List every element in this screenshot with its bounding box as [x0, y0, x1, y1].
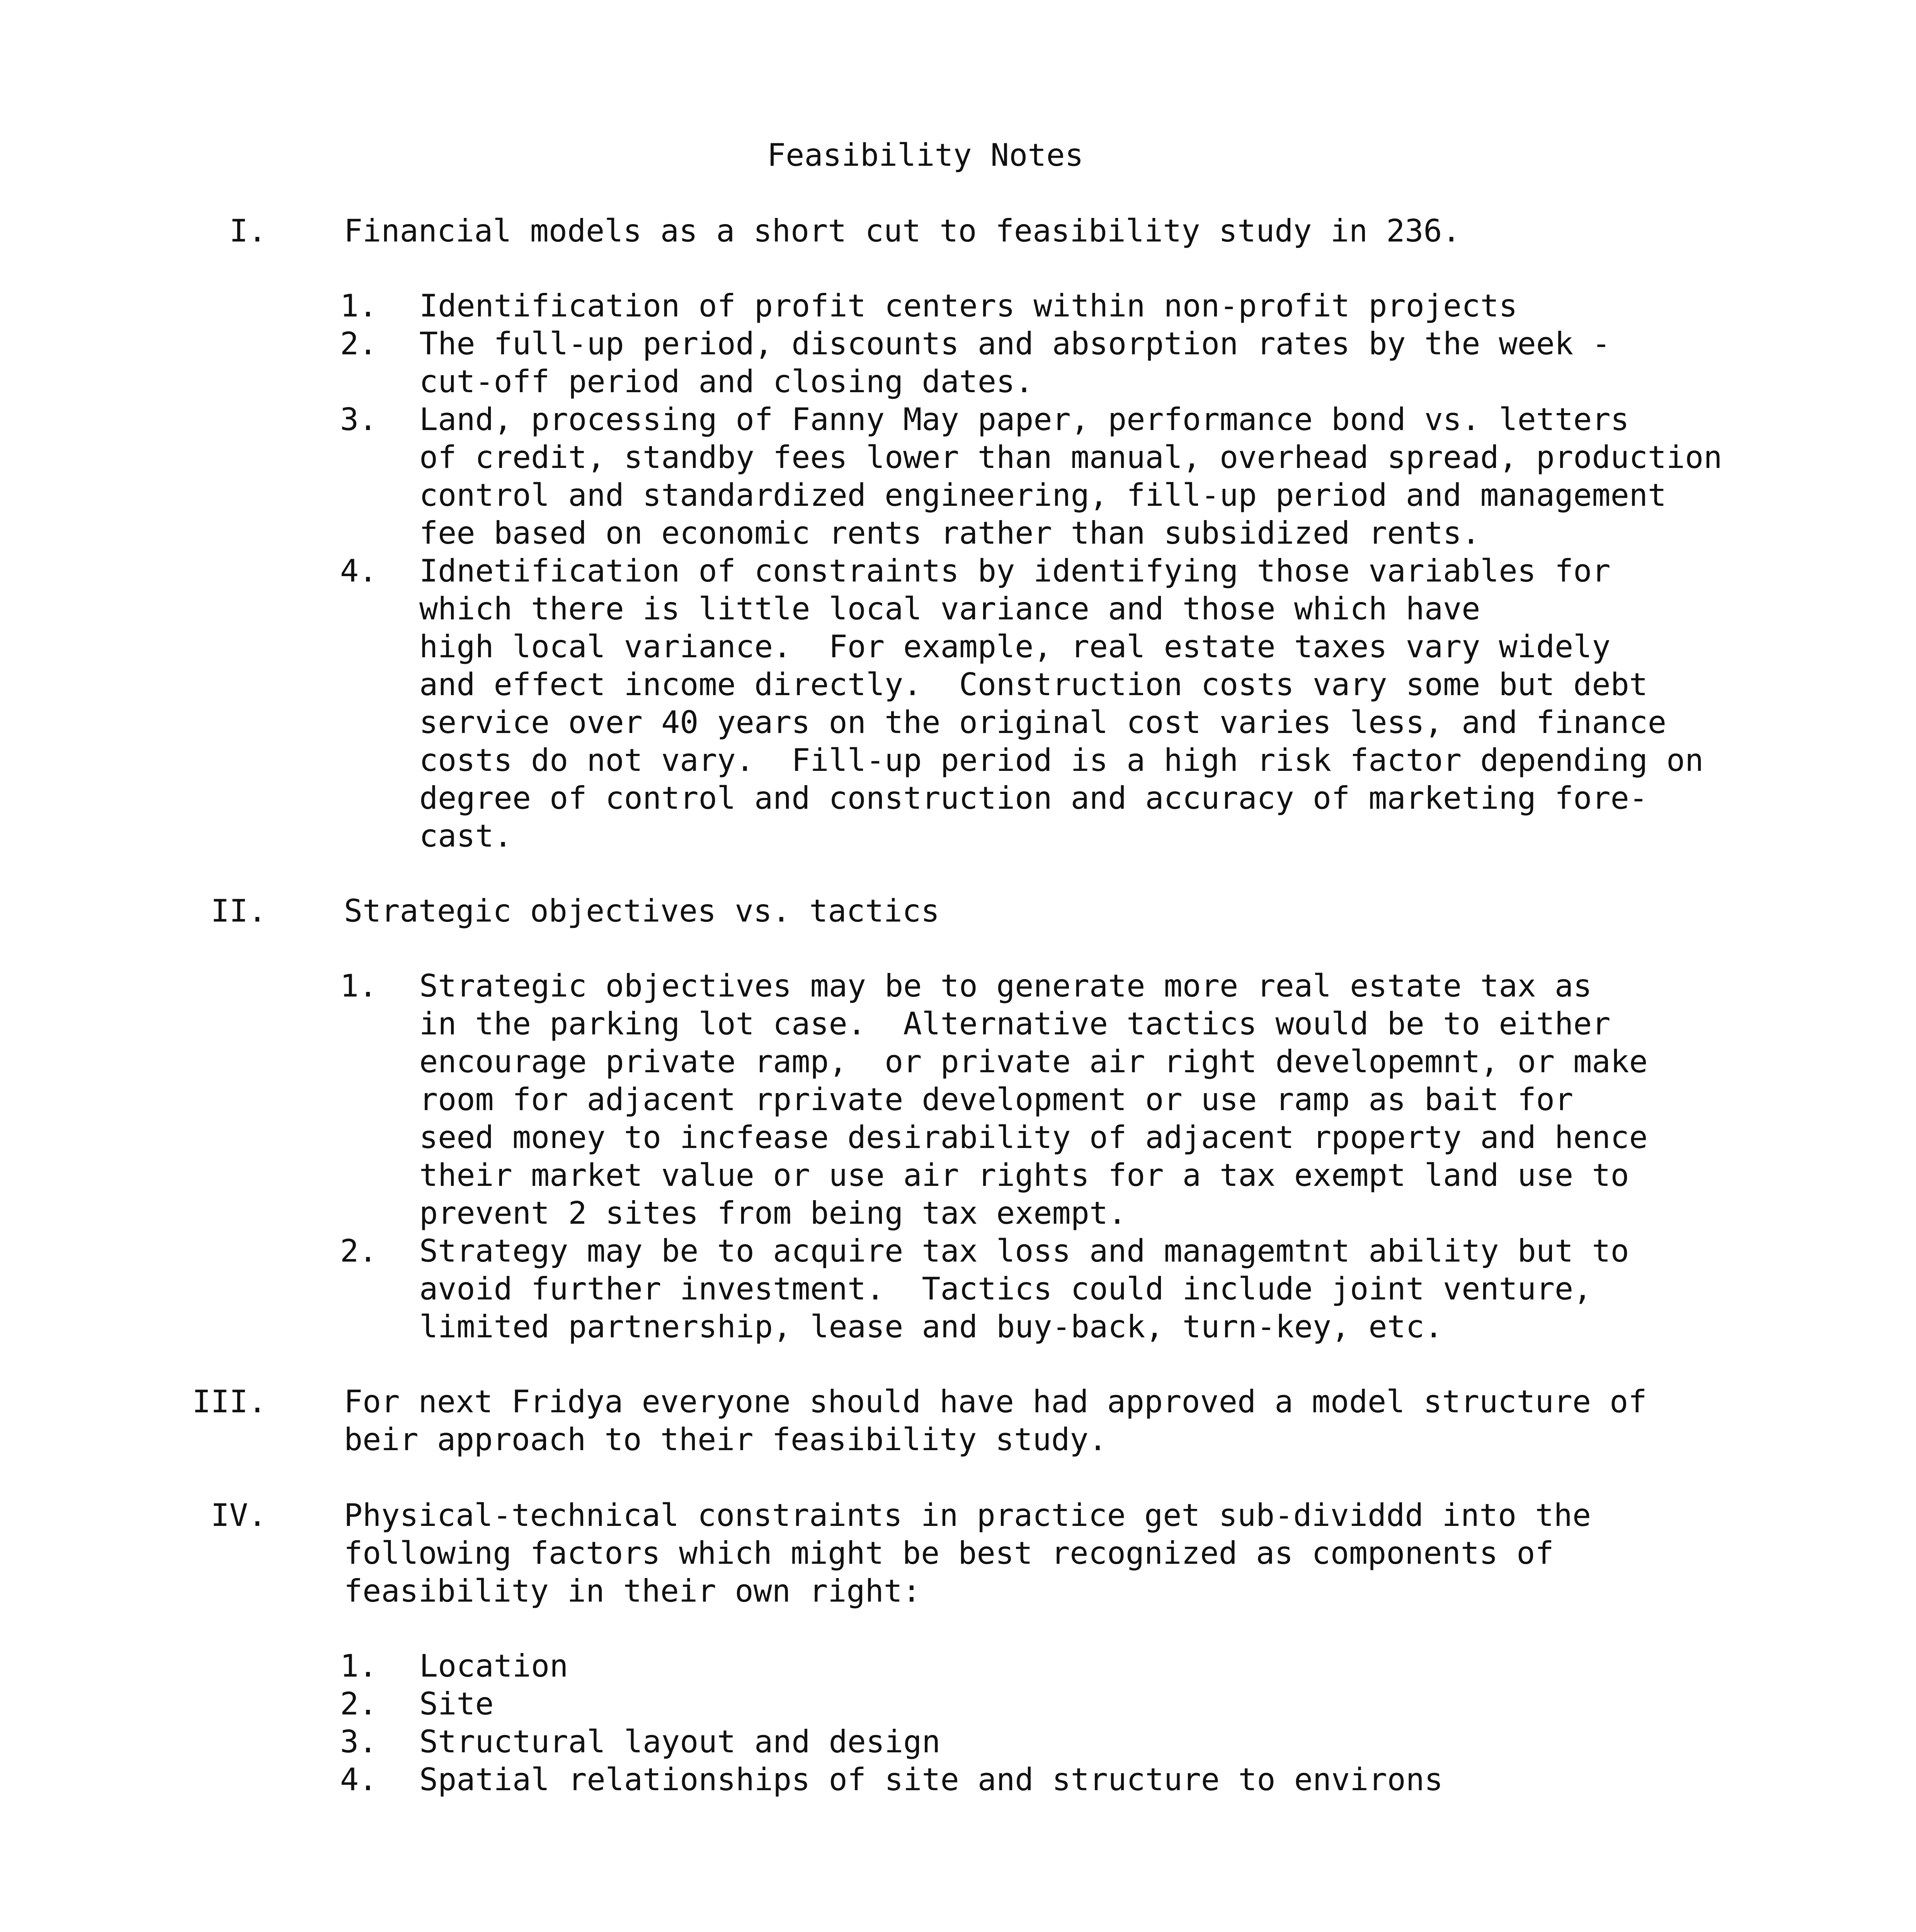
- item-line: room for adjacent rprivate development or use ramp as bait for: [419, 1082, 1574, 1117]
- item-line: cast.: [419, 818, 512, 854]
- item-number: 4.: [340, 553, 378, 589]
- item-line: Strategy may be to acquire tax loss and managemtnt ability but to: [419, 1233, 1629, 1269]
- item-line: cut-off period and closing dates.: [419, 364, 1034, 400]
- item-line: control and standardized engineering, fill-up period and management: [419, 477, 1666, 513]
- item-line: Land, processing of Fanny May paper, performance bond vs. letters: [419, 401, 1629, 437]
- item-line: Idnetification of constraints by identifying those variables for: [419, 553, 1611, 589]
- section-line: beir approach to their feasibility study.: [344, 1422, 1107, 1458]
- item-line: and effect income directly. Construction costs vary some but debt: [419, 667, 1648, 702]
- item-line: limited partnership, lease and buy-back, turn-key, etc.: [419, 1309, 1443, 1345]
- section-heading: Strategic objectives vs. tactics: [344, 893, 940, 929]
- item-line: encourage private ramp, or private air right developemnt, or make: [419, 1044, 1648, 1080]
- item-line: in the parking lot case. Alternative tactics would be to either: [419, 1006, 1611, 1042]
- item-line: Structural layout and design: [419, 1724, 941, 1760]
- item-number: 1.: [340, 968, 378, 1004]
- item-line: costs do not vary. Fill-up period is a high risk factor depending on: [419, 742, 1704, 778]
- item-line: The full-up period, discounts and absorption rates by the week -: [419, 326, 1611, 362]
- item-number: 2.: [340, 1686, 378, 1722]
- item-line: high local variance. For example, real estate taxes vary widely: [419, 629, 1611, 665]
- item-number: 3.: [340, 401, 378, 437]
- item-number: 3.: [340, 1724, 378, 1760]
- item-line: fee based on economic rents rather than subsidized rents.: [419, 515, 1480, 551]
- item-number: 1.: [340, 1648, 378, 1684]
- item-line: Location: [419, 1648, 568, 1684]
- item-line: prevent 2 sites from being tax exempt.: [419, 1195, 1127, 1231]
- item-line: degree of control and construction and accuracy of marketing fore-: [419, 780, 1648, 816]
- item-number: 4.: [340, 1762, 378, 1798]
- section-line: feasibility in their own right:: [344, 1573, 921, 1609]
- section-numeral: I.: [229, 213, 267, 249]
- item-number: 1.: [340, 288, 378, 324]
- item-line: Identification of profit centers within non-profit projects: [419, 288, 1518, 324]
- section-line: For next Fridya everyone should have had approved a model structure of: [344, 1384, 1647, 1420]
- item-line: of credit, standby fees lower than manual, overhead spread, production: [419, 439, 1722, 475]
- item-number: 2.: [340, 326, 378, 362]
- item-number: 2.: [340, 1233, 378, 1269]
- item-line: Site: [419, 1686, 494, 1722]
- page-title: Feasibility Notes: [767, 137, 1084, 173]
- item-line: service over 40 years on the original cost varies less, and finance: [419, 704, 1666, 740]
- section-line: Physical-technical constraints in practice get sub-dividdd into the: [344, 1497, 1591, 1533]
- item-line: Strategic objectives may be to generate more real estate tax as: [419, 968, 1592, 1004]
- item-line: their market value or use air rights for a tax exempt land use to: [419, 1157, 1629, 1193]
- section-line: following factors which might be best recognized as components of: [344, 1535, 1554, 1571]
- section-numeral: III.: [192, 1384, 267, 1420]
- item-line: avoid further investment. Tactics could include joint venture,: [419, 1271, 1592, 1307]
- item-line: seed money to incfease desirability of adjacent rpoperty and hence: [419, 1119, 1648, 1155]
- item-line: Spatial relationships of site and structure to environs: [419, 1762, 1443, 1798]
- section-heading: Financial models as a short cut to feasibility study in 236.: [344, 213, 1461, 249]
- section-numeral: II.: [211, 893, 267, 929]
- item-line: which there is little local variance and those which have: [419, 591, 1480, 627]
- section-numeral: IV.: [211, 1497, 267, 1533]
